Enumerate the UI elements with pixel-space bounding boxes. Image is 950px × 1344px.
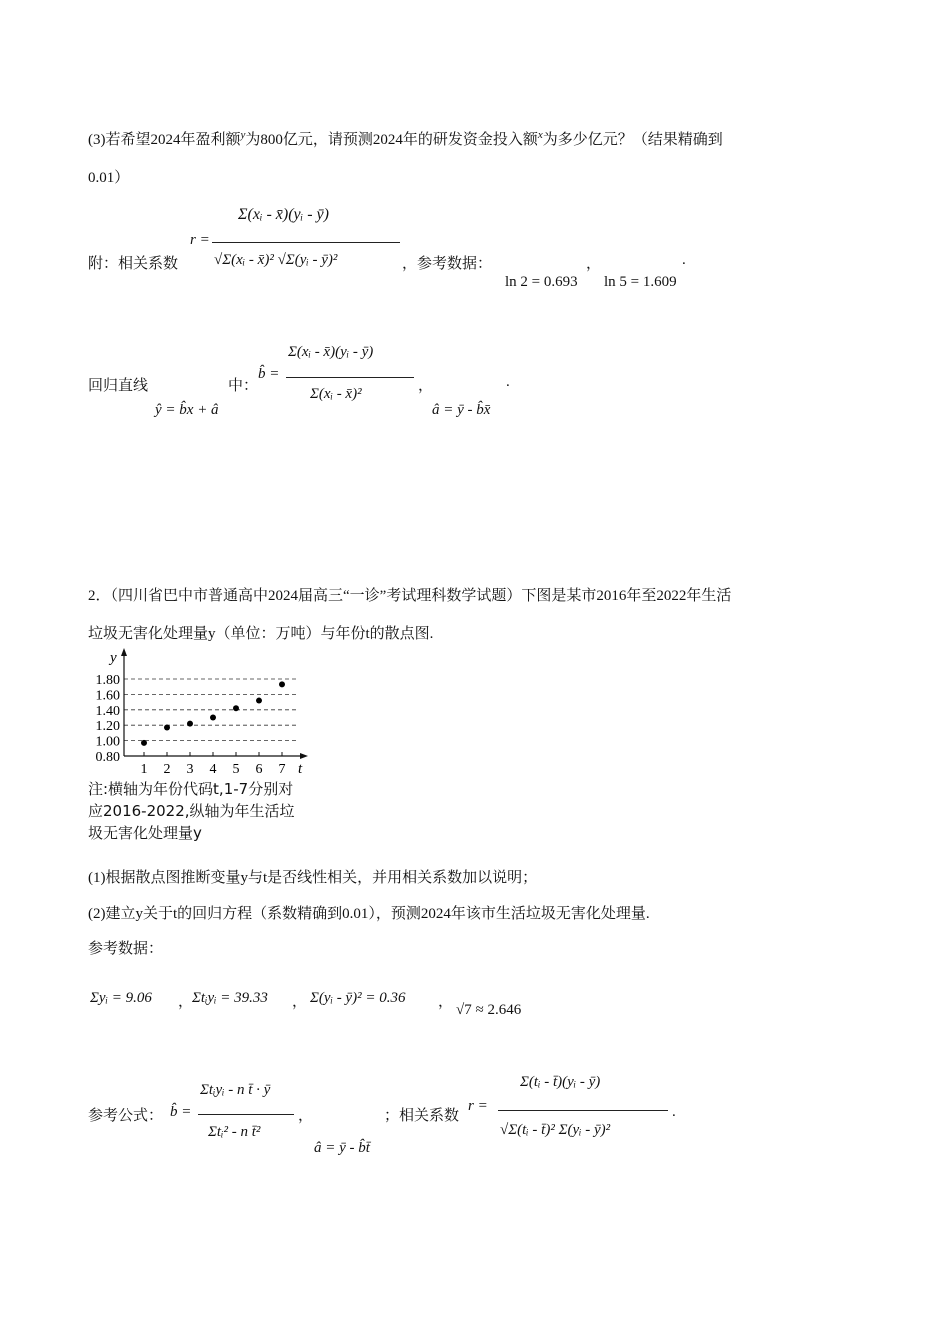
data-point <box>233 705 239 711</box>
r-label: ；相关系数 <box>384 1108 460 1124</box>
b-hat-symbol: b̂ = <box>258 366 280 382</box>
q3-line1: (3)若希望2024年盈利额$^y$为800亿元，请预测2024年的研发资金投入额$^x$为多少亿元？（结果精确到 <box>88 129 723 148</box>
ref-label: ，参考数据： <box>402 256 493 272</box>
q2-part2: (2)建立y关于t的回归方程（系数精确到0.01），预测2024年该市生活垃圾无害化处理量. <box>88 906 650 922</box>
b-denominator: Σ(xᵢ - x̄)² <box>310 386 362 402</box>
chart-note: 注:横轴为年份代码t,1-7分别对 应2016-2022,纵轴为年生活垃 圾无害化处理量y <box>88 780 295 842</box>
a-hat-eq: â = ȳ - b̂x̄ <box>432 402 491 418</box>
ln5-value: ln 5 = 1.609 <box>604 274 677 290</box>
y-tick-label: 1.60 <box>95 688 120 704</box>
r-numerator: Σ(xᵢ - x̄)(yᵢ - ȳ) <box>238 206 329 223</box>
q2-b-denominator: Σtᵢ² - n t̄² <box>208 1124 261 1140</box>
data-point <box>164 725 170 731</box>
r-denominator: √Σ(xᵢ - x̄)² √Σ(yᵢ - ȳ)² <box>214 252 338 268</box>
data-point <box>256 698 262 704</box>
formula-label: 参考公式： <box>88 1108 164 1124</box>
y-tick-label: 1.40 <box>95 703 120 719</box>
data-sqrt7: √7 ≈ 2.646 <box>456 1002 522 1018</box>
y-axis-arrow <box>121 648 127 656</box>
x-tick-label: 2 <box>163 762 171 776</box>
q2-a-hat: â = ȳ - b̂t̄ <box>314 1140 370 1156</box>
y-tick-label: 1.00 <box>95 734 120 750</box>
x-tick-label: 7 <box>278 762 286 776</box>
data-sum-ty: Σtᵢyᵢ = 39.33 <box>192 990 268 1006</box>
y-axis-label: y <box>110 650 117 666</box>
x-axis-arrow <box>300 753 308 759</box>
q2-part1: (1)根据散点图推断变量y与t是否线性相关，并用相关系数加以说明； <box>88 870 538 886</box>
regression-eq: ŷ = b̂x + â <box>155 402 219 418</box>
appendix-label: 附：相关系数 <box>88 256 179 272</box>
y-tick-label: 1.80 <box>95 673 120 688</box>
r-symbol: r = <box>190 232 210 248</box>
y-tick-label: 0.80 <box>95 750 120 765</box>
x-tick-label: 1 <box>140 762 148 776</box>
x-axis-label: t <box>298 761 303 776</box>
q3-line2: 0.01） <box>88 170 130 186</box>
q2-r-numerator: Σ(tᵢ - t̄)(yᵢ - ȳ) <box>520 1074 601 1090</box>
x-tick-label: 4 <box>209 762 217 776</box>
q2-r-denominator: √Σ(tᵢ - t̄)² Σ(yᵢ - ȳ)² <box>500 1122 611 1138</box>
data-point <box>141 740 147 746</box>
x-tick-label: 6 <box>255 762 263 776</box>
data-point <box>187 721 193 727</box>
x-tick-label: 3 <box>186 762 194 776</box>
b-numerator: Σ(xᵢ - x̄)(yᵢ - ȳ) <box>288 344 374 360</box>
q2-b-numerator: Σtᵢyᵢ - n t̄ · ȳ <box>200 1082 271 1098</box>
x-tick-label: 5 <box>232 762 240 776</box>
q2-ref-label: 参考数据： <box>88 941 164 957</box>
data-point <box>210 715 216 721</box>
data-sum-sq: Σ(yᵢ - ȳ)² = 0.36 <box>310 990 406 1006</box>
q2-line1: 2．（四川省巴中市普通高中2024届高三“一诊”考试理科数学试题）下图是某市2016年至2022年生活 <box>88 588 732 604</box>
data-sum-y: Σyᵢ = 9.06 <box>90 990 152 1006</box>
regression-label: 回归直线 <box>88 378 149 394</box>
scatter-chart <box>86 646 316 776</box>
q2-line2: 垃圾无害化处理量y（单位：万吨）与年份t的散点图. <box>88 626 434 642</box>
ln2-value: ln 2 = 0.693 <box>505 274 578 290</box>
y-tick-label: 1.20 <box>95 719 120 735</box>
data-point <box>279 681 285 687</box>
